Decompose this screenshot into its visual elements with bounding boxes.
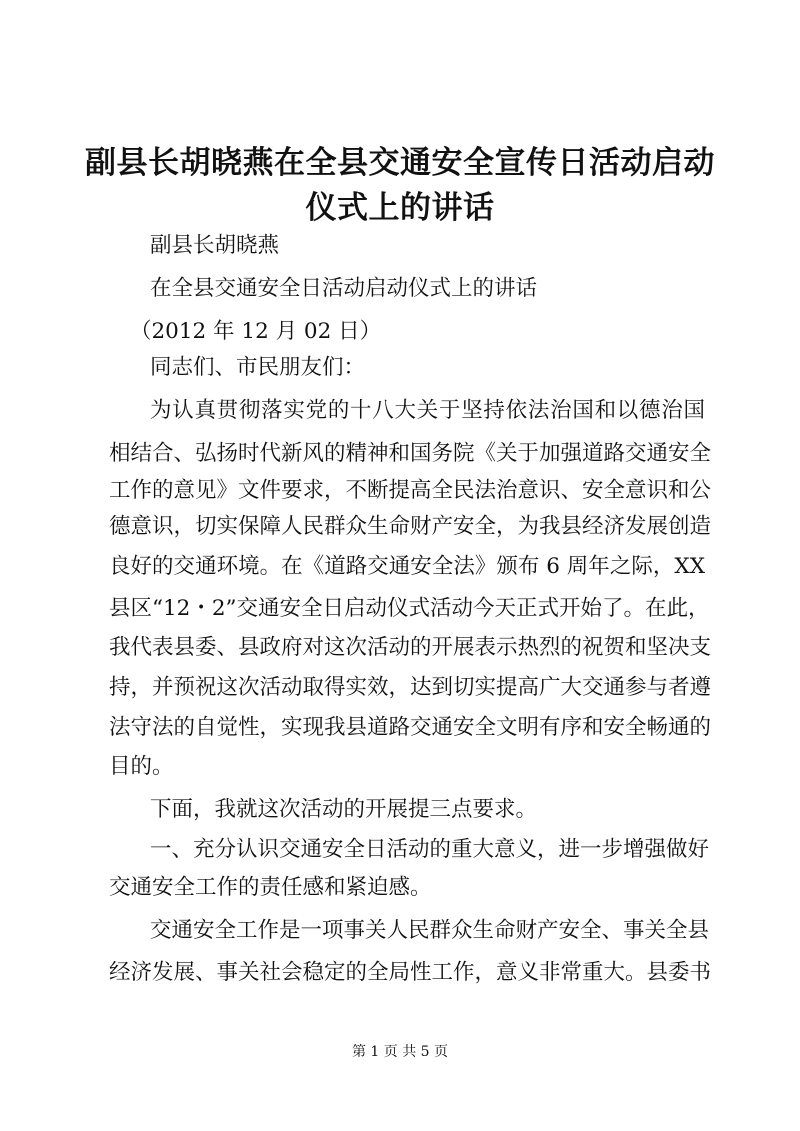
subtitle-line: 在全县交通安全日活动启动仪式上的讲话 bbox=[150, 276, 538, 301]
paragraph-1-line-2: 相结合、弘扬时代新风的精神和国务院《关于加强道路交通安全 bbox=[109, 441, 712, 466]
paragraph-1-line-5: 良好的交通环境。在《道路交通安全法》颁布 6 周年之际，XX bbox=[109, 554, 705, 579]
paragraph-1-line-8: 持，并预祝这次活动取得实效，达到切实提高广大交通参与者遵 bbox=[109, 675, 712, 700]
paragraph-1-line-9: 法守法的自觉性，实现我县道路交通安全文明有序和安全畅通的 bbox=[109, 715, 712, 740]
paragraph-3-line-2: 经济发展、事关社会稳定的全局性工作，意义非常重大。县委书 bbox=[109, 960, 712, 985]
paragraph-1-line-3: 工作的意见》文件要求，不断提高全民法治意识、安全意识和公 bbox=[109, 478, 712, 503]
date-line: （2012 年 12 月 02 日） bbox=[130, 319, 382, 344]
page-footer: 第 1 页 共 5 页 bbox=[351, 1044, 449, 1060]
paragraph-1-line-4: 德意识，切实保障人民群众生命财产安全，为我县经济发展创造 bbox=[109, 514, 712, 539]
section-1-heading-line-2: 交通安全工作的责任感和紧迫感。 bbox=[109, 875, 432, 900]
document-title-line-2: 仪式上的讲话 bbox=[305, 190, 495, 226]
author-line: 副县长胡晓燕 bbox=[150, 233, 280, 258]
paragraph-2-line: 下面，我就这次活动的开展提三点要求。 bbox=[150, 797, 538, 822]
paragraph-1-line-1: 为认真贯彻落实党的十八大关于坚持依法治国和以德治国 bbox=[150, 398, 705, 423]
paragraph-3-line-1: 交通安全工作是一项事关人民群众生命财产安全、事关全县 bbox=[150, 918, 710, 943]
paragraph-1-line-6: 县区“12・2”交通安全日启动仪式活动今天正式开始了。在此， bbox=[109, 596, 710, 621]
salutation-line: 同志们、市民朋友们： bbox=[150, 355, 366, 380]
document-title-line-1: 副县长胡晓燕在全县交通安全宣传日活动启动 bbox=[85, 145, 715, 181]
section-1-heading-line-1: 一、充分认识交通安全日活动的重大意义，进一步增强做好 bbox=[150, 837, 710, 862]
paragraph-1-line-10: 目的。 bbox=[109, 754, 174, 779]
paragraph-1-line-7: 我代表县委、县政府对这次活动的开展表示热烈的祝贺和坚决支 bbox=[109, 635, 712, 660]
